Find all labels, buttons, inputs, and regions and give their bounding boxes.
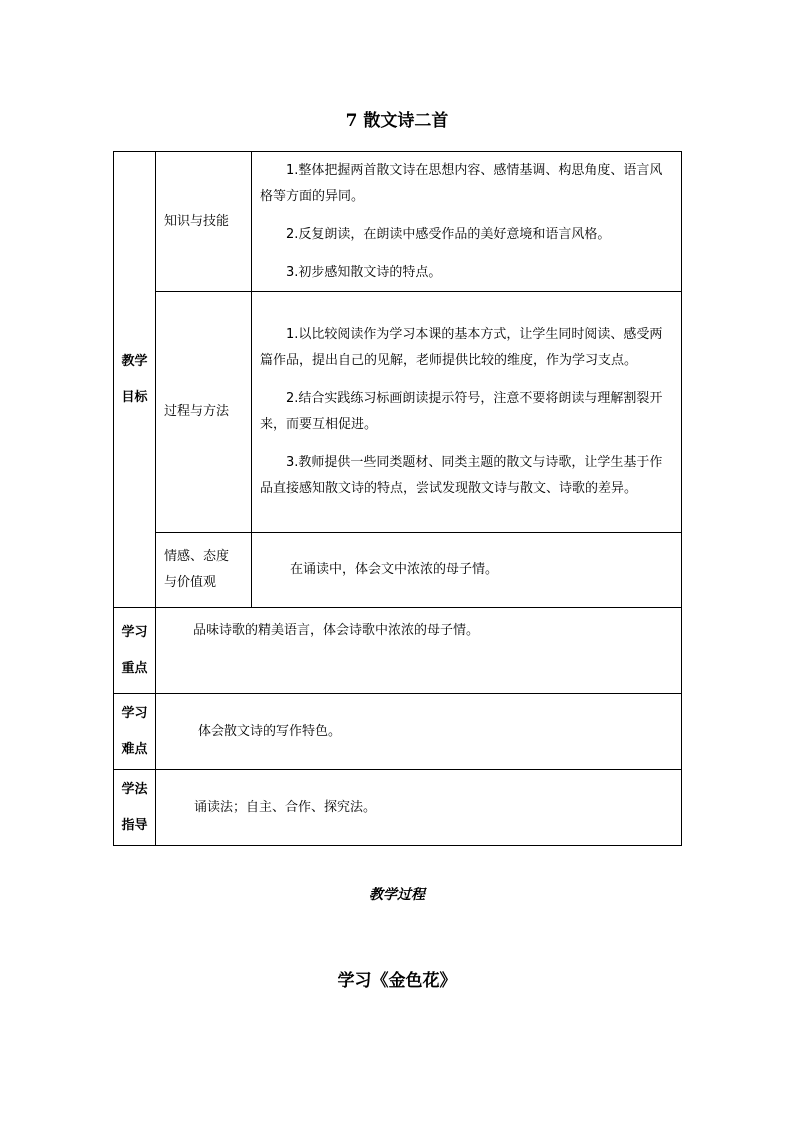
emotion-content: 在诵读中，体会文中浓浓的母子情。 [252, 533, 682, 608]
key-points-header-line1: 学习 [121, 624, 148, 640]
knowledge-label: 知识与技能 [156, 152, 252, 292]
difficulty-header-line2: 难点 [121, 741, 148, 757]
table-row [114, 152, 682, 292]
emotion-label-line2: 与价值观 [164, 575, 217, 590]
difficulty-content: 体会散文诗的写作特色。 [156, 694, 682, 770]
key-points-header-line2: 重点 [121, 660, 148, 676]
method-header-line1: 学法 [121, 781, 148, 797]
table-row [114, 694, 682, 770]
method-content: 诵读法；自主、合作、探究法。 [156, 770, 682, 846]
process-item: 3.教师提供一些同类题材、同类主题的散文与诗歌，让学生基于作品直接感知散文诗的特点，尝试发现散文诗与散文、诗歌的差异。 [260, 455, 663, 496]
goals-header-line1: 教学 [121, 353, 148, 369]
knowledge-item: 2.反复朗读，在朗读中感受作品的美好意境和语言风格。 [286, 226, 611, 242]
goals-header [114, 152, 156, 608]
table-row [114, 292, 682, 533]
knowledge-content [252, 152, 682, 292]
section-heading-study: 学习《金色花》 [337, 971, 457, 991]
difficulty-header [114, 694, 156, 770]
process-content [252, 292, 682, 533]
process-item: 2.结合实践练习标画朗读提示符号，注意不要将朗读与理解割裂开来，而要互相促进。 [260, 391, 663, 432]
section-heading-teaching-process: 教学过程 [369, 887, 425, 903]
key-points-content: 品味诗歌的精美语言，体会诗歌中浓浓的母子情。 [156, 608, 682, 694]
key-points-header [114, 608, 156, 694]
method-header-line2: 指导 [121, 817, 148, 833]
knowledge-item: 1.整体把握两首散文诗在思想内容、感情基调、构思角度、语言风格等方面的异同。 [260, 162, 663, 204]
teaching-plan-table [113, 151, 682, 846]
table-row [114, 770, 682, 846]
method-header [114, 770, 156, 846]
document-title: 7 散文诗二首 [345, 111, 449, 131]
process-item: 1.以比较阅读作为学习本课的基本方式，让学生同时阅读、感受两篇作品，提出自己的见解，老师提供比较的维度，作为学习支点。 [260, 327, 663, 368]
difficulty-header-line1: 学习 [121, 705, 148, 721]
emotion-label-line1: 情感、态度 [164, 549, 230, 564]
emotion-label [156, 533, 252, 608]
process-label: 过程与方法 [156, 292, 252, 533]
table-row [114, 608, 682, 694]
table-row [114, 533, 682, 608]
goals-header-line2: 目标 [121, 389, 148, 405]
knowledge-item: 3.初步感知散文诗的特点。 [286, 264, 442, 280]
